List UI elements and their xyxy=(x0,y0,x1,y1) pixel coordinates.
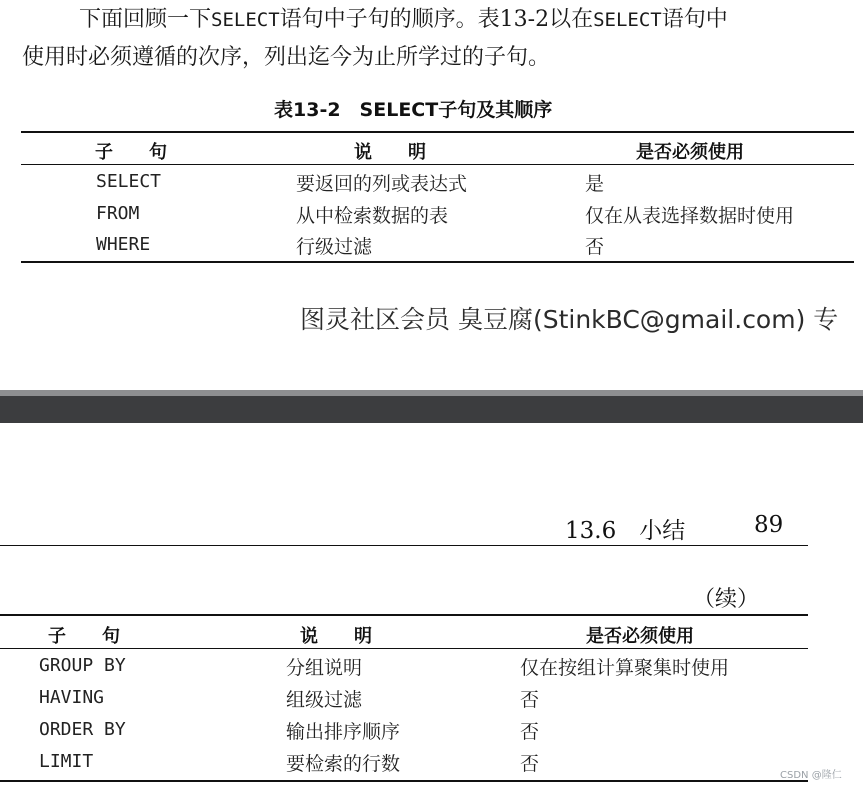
page-number: 89 xyxy=(754,512,784,538)
table-cell-description: 组级过滤 xyxy=(286,689,363,711)
intro-code: SELECT xyxy=(211,9,280,31)
table-cell-description: 从中检索数据的表 xyxy=(296,205,449,227)
table-header-rule xyxy=(0,648,808,649)
table-cell-required: 否 xyxy=(520,689,540,711)
table-header-description: 说 明 xyxy=(354,142,426,163)
table-bottom-rule xyxy=(0,780,808,782)
table-cell-clause: LIMIT xyxy=(39,751,94,772)
table-cell-description: 行级过滤 xyxy=(296,236,373,258)
table-header-rule xyxy=(21,164,854,165)
table-cell-description: 输出排序顺序 xyxy=(286,721,401,743)
table-cell-required: 仅在按组计算聚集时使用 xyxy=(520,657,730,679)
table-cell-clause: GROUP BY xyxy=(39,655,126,676)
watermark: 图灵社区会员 臭豆腐(StinkBC@gmail.com) 专 xyxy=(300,305,839,334)
intro-line-1 xyxy=(79,2,728,38)
page-divider xyxy=(0,396,863,423)
continued-label: （续） xyxy=(693,587,760,612)
table-cell-required: 仅在从表选择数据时使用 xyxy=(585,205,795,227)
running-head-rule xyxy=(0,545,808,546)
intro-text: 下面回顾一下 xyxy=(79,7,212,32)
watermark-clip xyxy=(300,300,863,336)
table-header-clause: 子 句 xyxy=(48,626,120,647)
table-cell-required: 否 xyxy=(585,236,605,258)
intro-text: 语句中 xyxy=(661,7,728,32)
running-head-section: 13.6 小结 xyxy=(565,518,686,544)
table-cell-clause: WHERE xyxy=(96,234,151,255)
table-caption: 表13-2 SELECT子句及其顺序 xyxy=(274,99,553,121)
table-cell-description: 要返回的列或表达式 xyxy=(296,173,468,195)
table-cell-clause: HAVING xyxy=(39,687,105,708)
table-cell-required: 是 xyxy=(585,173,605,195)
table-top-rule xyxy=(21,131,854,133)
table-cell-clause: SELECT xyxy=(96,171,162,192)
table-cell-clause: ORDER BY xyxy=(39,719,126,740)
table-bottom-rule xyxy=(21,261,854,263)
table-header-clause: 子 句 xyxy=(95,142,167,163)
intro-code: SELECT xyxy=(593,9,662,31)
intro-line-2: 使用时必须遵循的次序，列出迄今为止所学过的子句。 xyxy=(22,45,551,70)
table-header-required: 是否必须使用 xyxy=(636,142,744,163)
table-header-description: 说 明 xyxy=(300,626,372,647)
table-cell-clause: FROM xyxy=(96,203,140,224)
table-cell-description: 要检索的行数 xyxy=(286,753,401,775)
table-top-rule xyxy=(0,614,808,616)
table-header-required: 是否必须使用 xyxy=(586,626,694,647)
source-tag: CSDN @隆仁 xyxy=(780,770,842,781)
table-cell-required: 否 xyxy=(520,753,540,775)
intro-text: 语句中子句的顺序。表13-2以在 xyxy=(279,7,594,32)
table-cell-required: 否 xyxy=(520,721,540,743)
table-cell-description: 分组说明 xyxy=(286,657,363,679)
